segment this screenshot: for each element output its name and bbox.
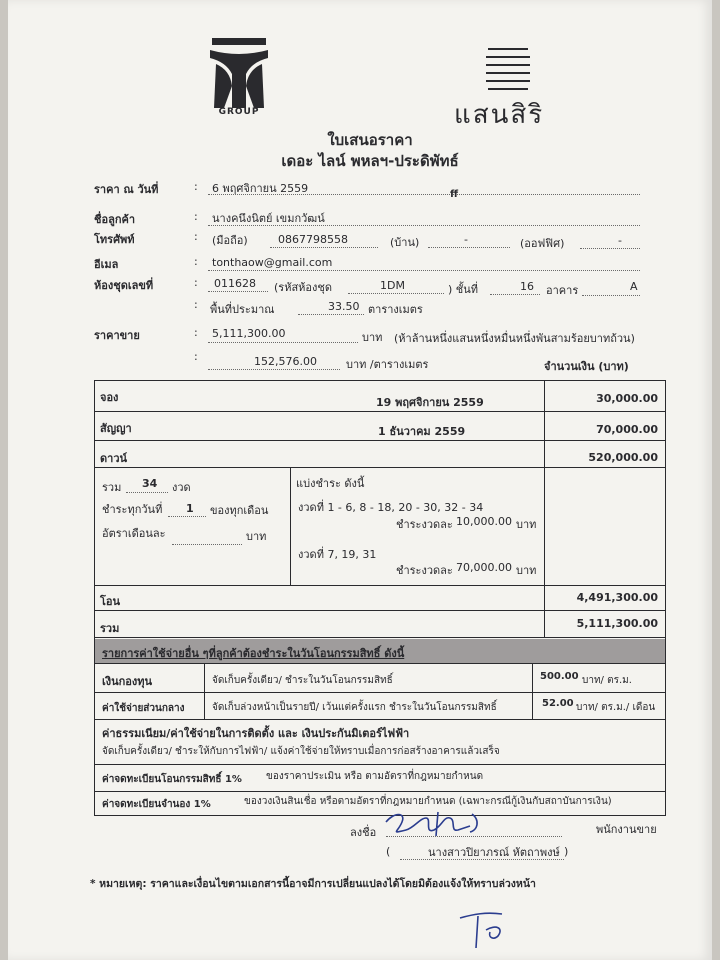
name-close-paren: ) bbox=[564, 845, 569, 858]
date-colon: : bbox=[194, 180, 198, 193]
fund-desc: จัดเก็บครั้งเดียว/ ชำระในวันโอนกรรมสิทธิ์ bbox=[212, 675, 393, 686]
sansiri-logo bbox=[486, 46, 530, 94]
booking-amount: 30,000.00 bbox=[596, 392, 658, 405]
pay-every-label: ชำระทุกวันที่ bbox=[102, 503, 163, 516]
email-value: tonthaow@gmail.com bbox=[212, 256, 333, 269]
installments-count: 34 bbox=[142, 477, 158, 490]
area-label: พื้นที่ประมาณ bbox=[210, 303, 275, 316]
phone-label: โทรศัพท์ bbox=[94, 233, 135, 246]
price-colon: : bbox=[194, 326, 198, 339]
sansiri-lines-icon bbox=[486, 46, 530, 94]
price-label: ราคาขาย bbox=[94, 329, 140, 342]
down-label: ดาวน์ bbox=[100, 452, 128, 465]
down-amount: 520,000.00 bbox=[588, 451, 658, 464]
contract-date: 1 ธันวาคม 2559 bbox=[378, 425, 466, 438]
unit-colon: : bbox=[194, 276, 198, 289]
salesperson-name: นางสาวปิยาภรณ์ หัตถาพงษ์ bbox=[428, 846, 560, 859]
meter-label: ค่าธรรมเนียม/ค่าใช้จ่ายในการติดตั้ง และ เงินประกันมิเตอร์ไฟฟ้า bbox=[102, 727, 410, 740]
period2-per-label: ชำระงวดละ bbox=[396, 564, 453, 577]
period1-label: งวดที่ 1 - 6, 8 - 18, 20 - 30, 32 - 34 bbox=[298, 501, 484, 514]
period1-per-label: ชำระงวดละ bbox=[396, 518, 453, 531]
email-colon: : bbox=[194, 255, 198, 268]
mortgage-fee-desc: ของวงเงินสินเชื่อ หรือตามอัตราที่กฎหมายกำหนด (เฉพาะกรณีกู้เงินกับสถาบันการเงิน) bbox=[244, 796, 612, 807]
mortgage-fee-label: ค่าจดทะเบียนจำนอง 1% bbox=[102, 799, 211, 810]
phone-colon: : bbox=[194, 230, 198, 243]
quotation-page bbox=[8, 0, 712, 960]
pay-day: 1 bbox=[186, 502, 194, 515]
unit-value: 011628 bbox=[214, 277, 256, 290]
date-label: ราคา ณ วันที่ bbox=[94, 183, 159, 196]
per-sqm-unit: บาท /ตารางเมตร bbox=[346, 358, 429, 371]
sign-label: ลงชื่อ bbox=[350, 826, 377, 839]
meter-desc: จัดเก็บครั้งเดียว/ ชำระให้กับการไฟฟ้า/ แจ้งค่าใช้จ่ายให้ทราบเมื่อการก่อสร้างอาคารแล้วเสร็จ bbox=[102, 746, 500, 757]
price-value: 5,111,300.00 bbox=[212, 327, 286, 340]
period1-amount: 10,000.00 bbox=[456, 515, 512, 528]
common-label: ค่าใช้จ่ายส่วนกลาง bbox=[102, 703, 185, 714]
loan-amount: 4,491,300.00 bbox=[576, 591, 658, 604]
loan-label: โอน bbox=[100, 595, 121, 608]
contract-label: สัญญา bbox=[100, 422, 132, 435]
mobile-value: 0867798558 bbox=[278, 233, 348, 246]
booking-date: 19 พฤศจิกายน 2559 bbox=[376, 396, 484, 409]
period2-amount: 70,000.00 bbox=[456, 561, 512, 574]
bts-logo-icon bbox=[206, 34, 272, 118]
transfer-fee-label: ค่าจดทะเบียนโอนกรรมสิทธิ์ 1% bbox=[102, 774, 242, 785]
signature-scribble bbox=[380, 806, 500, 842]
footer-note: * หมายเหตุ: ราคาและเงื่อนไขตามเอกสารนี้อาจมีการเปลี่ยนแปลงได้โดยมิต้องแจ้งให้ทราบล่วงหน้า bbox=[90, 878, 536, 890]
price-words: (ห้าล้านหนึ่งแสนหนึ่งหมื่นหนึ่งพันสามร้อยบาทถ้วน) bbox=[394, 332, 635, 345]
per-sqm-value: 152,576.00 bbox=[254, 355, 317, 368]
customer-colon: : bbox=[194, 210, 198, 223]
sansiri-logo-text: แสนสิริ bbox=[454, 100, 545, 130]
building-value: A bbox=[630, 280, 638, 293]
total-installments-label: รวม bbox=[102, 481, 122, 494]
booking-label: จอง bbox=[100, 391, 119, 404]
fund-amount: 500.00 bbox=[540, 671, 579, 682]
floor-value: 16 bbox=[520, 280, 534, 293]
area-value: 33.50 bbox=[328, 300, 360, 313]
area-colon: : bbox=[194, 298, 198, 311]
unit-code-label: (รหัสห้องชุด bbox=[274, 281, 333, 294]
common-desc: จัดเก็บล่วงหน้าเป็นรายปี/ เว้นแต่ครั้งแรก ชำระในวันโอนกรรมสิทธิ์ bbox=[212, 702, 497, 713]
period1-unit: บาท bbox=[516, 518, 537, 531]
home-value: - bbox=[464, 233, 468, 246]
page-title: ใบเสนอราคา bbox=[327, 131, 413, 149]
date-value: 6 พฤศจิกายน 2559 bbox=[212, 182, 309, 195]
customer-label: ชื่อลูกค้า bbox=[94, 213, 136, 226]
sum-label: รวม bbox=[100, 622, 120, 635]
bts-logo-sub: GROUP bbox=[218, 107, 260, 117]
unit-label: ห้องชุดเลขที่ bbox=[94, 279, 154, 292]
home-label: (บ้าน) bbox=[390, 236, 420, 249]
common-unit: บาท/ ตร.ม./ เดือน bbox=[576, 702, 656, 713]
period2-unit: บาท bbox=[516, 564, 537, 577]
contract-amount: 70,000.00 bbox=[596, 423, 658, 436]
expenses-header: รายการค่าใช้จ่ายอื่น ๆที่ลูกค้าต้องชำระในวันโอนกรรมสิทธิ์ ดังนี้ bbox=[102, 647, 405, 660]
name-open-paren: ( bbox=[386, 845, 391, 858]
fund-unit: บาท/ ตร.ม. bbox=[582, 675, 632, 686]
building-label: อาคาร bbox=[546, 284, 579, 297]
monthly-rate-unit: บาท bbox=[246, 530, 267, 543]
email-label: อีเมล bbox=[94, 258, 119, 271]
initials-icon bbox=[456, 908, 510, 952]
floor-label: ) ชั้นที่ bbox=[448, 283, 479, 296]
signature-icon bbox=[380, 806, 500, 842]
period2-label: งวดที่ 7, 19, 31 bbox=[298, 548, 377, 561]
bts-logo-text: BTS bbox=[229, 30, 249, 40]
bts-logo bbox=[206, 34, 272, 118]
office-label: (ออฟฟิศ) bbox=[520, 237, 565, 250]
unit-code-value: 1DM bbox=[380, 279, 405, 292]
office-value: - bbox=[618, 234, 622, 247]
monthly-rate-label: อัตราเดือนละ bbox=[102, 527, 166, 540]
customer-value: นางคนึงนิตย์ เขมกวัฒน์ bbox=[212, 212, 325, 225]
split-label: แบ่งชำระ ดังนี้ bbox=[296, 477, 365, 490]
sum-amount: 5,111,300.00 bbox=[576, 617, 658, 630]
initials-mark bbox=[456, 908, 510, 952]
page-subtitle: เดอะ ไลน์ พหลฯ-ประดิพัทธ์ bbox=[281, 152, 459, 170]
mobile-label: (มือถือ) bbox=[212, 234, 248, 247]
common-amount: 52.00 bbox=[542, 698, 574, 709]
fund-label: เงินกองทุน bbox=[102, 675, 153, 688]
per-sqm-colon: : bbox=[194, 350, 198, 363]
price-unit: บาท bbox=[362, 331, 383, 344]
amount-header: จำนวนเงิน (บาท) bbox=[544, 360, 629, 373]
date-mark: ff bbox=[450, 189, 459, 200]
transfer-fee-desc: ของราคาประเมิน หรือ ตามอัตราที่กฎหมายกำหนด bbox=[266, 771, 484, 782]
every-month-label: ของทุกเดือน bbox=[210, 504, 269, 517]
installment-unit: งวด bbox=[172, 481, 191, 494]
area-unit: ตารางเมตร bbox=[368, 303, 423, 316]
sales-role: พนักงานขาย bbox=[596, 823, 657, 836]
